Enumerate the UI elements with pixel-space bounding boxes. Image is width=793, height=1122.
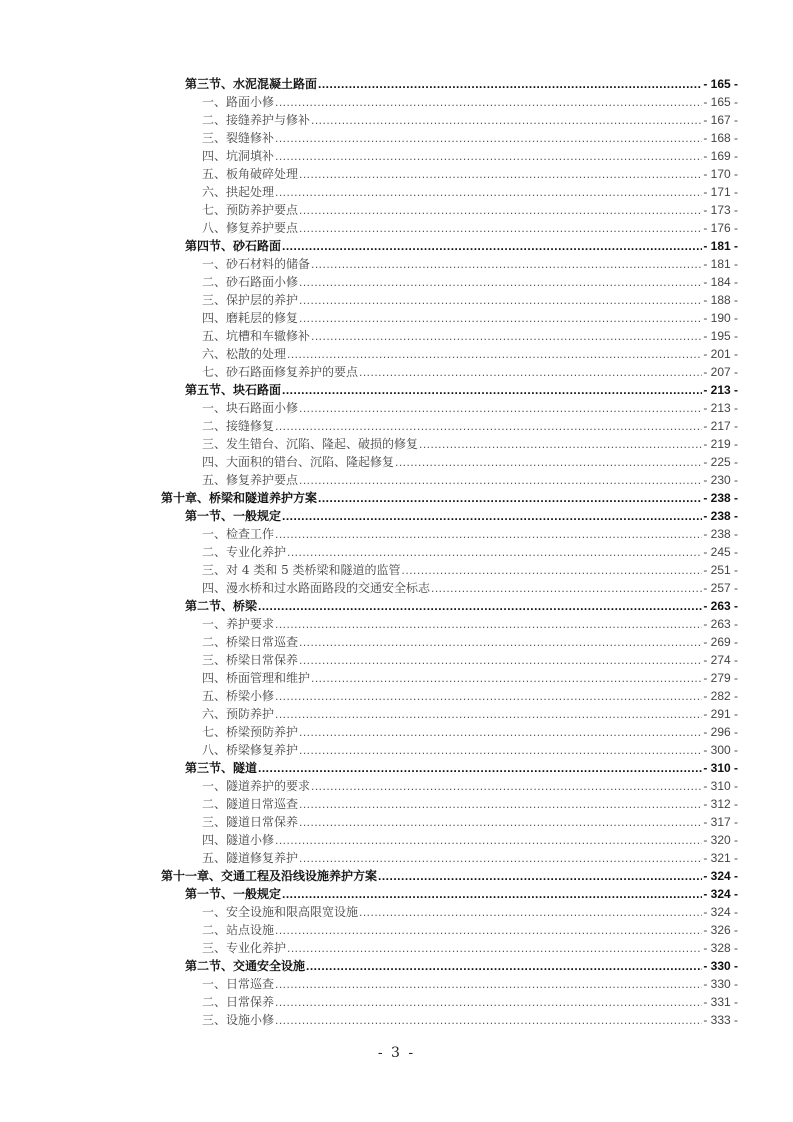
toc-leader-dots: [299, 813, 702, 831]
toc-entry-title: 五、隧道修复养护: [202, 851, 299, 865]
toc-entry-page: - 296 -: [703, 725, 738, 739]
page-number: - 3 -: [377, 1045, 416, 1061]
toc-entry-title: 第十一章、交通工程及沿线设施养护方案: [161, 869, 378, 883]
toc-leader-dots: [275, 831, 702, 849]
toc-leader-dots: [275, 183, 702, 201]
toc-entry-page: - 167 -: [703, 113, 738, 127]
toc-entry-page: - 230 -: [703, 473, 738, 487]
toc-entry-title: 三、专业化养护: [202, 941, 287, 955]
toc-entry-page: - 333 -: [703, 1013, 738, 1027]
toc-subsection-entry[interactable]: [202, 921, 738, 939]
toc-entry-page: - 263 -: [703, 599, 738, 613]
toc-subsection-entry[interactable]: [202, 525, 738, 543]
toc-subsection-entry[interactable]: [202, 219, 738, 237]
toc-leader-dots: [258, 759, 702, 777]
toc-leader-dots: [299, 165, 702, 183]
toc-subsection-entry[interactable]: [202, 291, 738, 309]
toc-entry-title: 一、块石路面小修: [202, 401, 299, 415]
toc-entry-page: - 245 -: [703, 545, 738, 559]
toc-entry-page: - 317 -: [703, 815, 738, 829]
toc-entry-title: 第五节、块石路面: [185, 383, 282, 397]
toc-entry-page: - 330 -: [703, 959, 738, 973]
toc-entry-title: 七、桥梁预防养护: [202, 725, 299, 739]
toc-entry-page: - 291 -: [703, 707, 738, 721]
toc-leader-dots: [299, 849, 702, 867]
toc-subsection-entry[interactable]: [202, 453, 738, 471]
toc-subsection-entry[interactable]: [202, 471, 738, 489]
toc-entry-page: - 274 -: [703, 653, 738, 667]
toc-entry-page: - 324 -: [703, 905, 738, 919]
toc-entry-title: 第一节、一般规定: [185, 887, 282, 901]
toc-entry-title: 六、预防养护: [202, 707, 275, 721]
toc-leader-dots: [402, 561, 703, 579]
toc-subsection-entry[interactable]: [202, 705, 738, 723]
toc-entry-page: - 201 -: [703, 347, 738, 361]
toc-leader-dots: [275, 921, 702, 939]
toc-entry-title: 三、发生错台、沉陷、隆起、破损的修复: [202, 437, 419, 451]
toc-entry-page: - 176 -: [703, 221, 738, 235]
toc-entry-title: 四、漫水桥和过水路面路段的交通安全标志: [202, 581, 431, 595]
toc-leader-dots: [282, 885, 702, 903]
toc-entry-page: - 238 -: [703, 527, 738, 541]
toc-leader-dots: [275, 129, 702, 147]
toc-entry-page: - 251 -: [703, 563, 738, 577]
toc-entry-page: - 330 -: [703, 977, 738, 991]
toc-entry-title: 七、砂石路面修复养护的要点: [202, 365, 359, 379]
toc-entry-title: 八、修复养护要点: [202, 221, 299, 235]
toc-leader-dots: [275, 705, 702, 723]
toc-entry-title: 二、隧道日常巡查: [202, 797, 299, 811]
toc-leader-dots: [275, 147, 702, 165]
toc-subsection-entry[interactable]: [202, 255, 738, 273]
toc-leader-dots: [311, 669, 702, 687]
toc-entry-title: 二、日常保养: [202, 995, 275, 1009]
toc-subsection-entry[interactable]: [202, 327, 738, 345]
toc-entry-title: 三、隧道日常保养: [202, 815, 299, 829]
toc-subsection-entry[interactable]: [202, 561, 738, 579]
toc-section-entry[interactable]: [185, 597, 738, 615]
toc-entry-title: 第三节、隧道: [185, 761, 258, 775]
toc-entry-title: 二、站点设施: [202, 923, 275, 937]
toc-entry-page: - 324 -: [703, 869, 738, 883]
toc-leader-dots: [318, 489, 702, 507]
toc-leader-dots: [275, 975, 702, 993]
toc-leader-dots: [275, 993, 702, 1011]
toc-entry-title: 四、隧道小修: [202, 833, 275, 847]
toc-entry-page: - 257 -: [703, 581, 738, 595]
toc-leader-dots: [299, 219, 702, 237]
toc-entry-title: 一、安全设施和限高限宽设施: [202, 905, 359, 919]
toc-leader-dots: [258, 597, 702, 615]
toc-leader-dots: [299, 201, 702, 219]
toc-subsection-entry[interactable]: [202, 273, 738, 291]
toc-leader-dots: [282, 381, 702, 399]
toc-leader-dots: [282, 237, 702, 255]
toc-entry-title: 第二节、桥梁: [185, 599, 258, 613]
toc-leader-dots: [299, 795, 702, 813]
toc-entry-title: 一、砂石材料的储备: [202, 257, 311, 271]
toc-entry-title: 三、保护层的养护: [202, 293, 299, 307]
toc-subsection-entry[interactable]: [202, 741, 738, 759]
toc-subsection-entry[interactable]: [202, 651, 738, 669]
toc-entry-title: 二、专业化养护: [202, 545, 287, 559]
toc-leader-dots: [311, 255, 702, 273]
toc-entry-title: 五、修复养护要点: [202, 473, 299, 487]
toc-entry-page: - 170 -: [703, 167, 738, 181]
toc-entry-title: 第二节、交通安全设施: [185, 959, 306, 973]
toc-entry-title: 第四节、砂石路面: [185, 239, 282, 253]
toc-leader-dots: [275, 93, 702, 111]
toc-leader-dots: [275, 615, 702, 633]
toc-entry-page: - 190 -: [703, 311, 738, 325]
toc-entry-page: - 324 -: [703, 887, 738, 901]
toc-entry-title: 第三节、水泥混凝土路面: [185, 77, 318, 91]
toc-leader-dots: [282, 507, 702, 525]
toc-subsection-entry[interactable]: [202, 579, 738, 597]
toc-entry-page: - 217 -: [703, 419, 738, 433]
toc-subsection-entry[interactable]: [202, 903, 738, 921]
toc-subsection-entry[interactable]: [202, 615, 738, 633]
toc-entry-page: - 331 -: [703, 995, 738, 1009]
toc-subsection-entry[interactable]: [202, 939, 738, 957]
toc-entry-title: 一、路面小修: [202, 95, 275, 109]
toc-subsection-entry[interactable]: [202, 183, 738, 201]
toc-entry-page: - 282 -: [703, 689, 738, 703]
toc-subsection-entry[interactable]: [202, 633, 738, 651]
toc-leader-dots: [275, 687, 702, 705]
toc-subsection-entry[interactable]: [202, 345, 738, 363]
toc-entry-page: - 263 -: [703, 617, 738, 631]
toc-entry-title: 第一节、一般规定: [185, 509, 282, 523]
toc-subsection-entry[interactable]: [202, 309, 738, 327]
toc-subsection-entry[interactable]: [202, 669, 738, 687]
toc-subsection-entry[interactable]: [202, 1011, 738, 1029]
toc-leader-dots: [311, 327, 702, 345]
toc-leader-dots: [395, 453, 702, 471]
toc-subsection-entry[interactable]: [202, 363, 738, 381]
toc-entry-page: - 165 -: [703, 77, 738, 91]
toc-entry-title: 六、松散的处理: [202, 347, 287, 361]
toc-entry-page: - 188 -: [703, 293, 738, 307]
toc-entry-title: 二、接缝养护与修补: [202, 113, 311, 127]
toc-entry-page: - 310 -: [703, 779, 738, 793]
toc-leader-dots: [311, 111, 702, 129]
toc-subsection-entry[interactable]: [202, 417, 738, 435]
toc-chapter-entry[interactable]: [161, 489, 738, 507]
toc-leader-dots: [275, 417, 702, 435]
toc-entry-page: - 213 -: [703, 401, 738, 415]
toc-entry-title: 四、桥面管理和维护: [202, 671, 311, 685]
toc-leader-dots: [378, 867, 702, 885]
toc-leader-dots: [299, 291, 702, 309]
toc-chapter-entry[interactable]: [161, 867, 738, 885]
toc-entry-page: - 195 -: [703, 329, 738, 343]
toc-leader-dots: [287, 939, 702, 957]
toc-leader-dots: [299, 651, 702, 669]
toc-leader-dots: [311, 777, 702, 795]
toc-entry-title: 三、裂缝修补: [202, 131, 275, 145]
toc-subsection-entry[interactable]: [202, 147, 738, 165]
toc-entry-page: - 165 -: [703, 95, 738, 109]
toc-entry-page: - 219 -: [703, 437, 738, 451]
toc-entry-page: - 328 -: [703, 941, 738, 955]
toc-leader-dots: [299, 399, 702, 417]
toc-section-entry[interactable]: [185, 885, 738, 903]
toc-subsection-entry[interactable]: [202, 165, 738, 183]
toc-subsection-entry[interactable]: [202, 543, 738, 561]
toc-entry-title: 一、隧道养护的要求: [202, 779, 311, 793]
toc-subsection-entry[interactable]: [202, 849, 738, 867]
toc-leader-dots: [359, 363, 702, 381]
toc-entry-page: - 225 -: [703, 455, 738, 469]
toc-section-entry[interactable]: [185, 507, 738, 525]
toc-subsection-entry[interactable]: [202, 129, 738, 147]
toc-entry-page: - 181 -: [703, 257, 738, 271]
toc-leader-dots: [419, 435, 702, 453]
toc-subsection-entry[interactable]: [202, 399, 738, 417]
toc-entry-page: - 269 -: [703, 635, 738, 649]
toc-entry-page: - 300 -: [703, 743, 738, 757]
toc-entry-title: 一、日常巡查: [202, 977, 275, 991]
toc-leader-dots: [299, 471, 702, 489]
toc-section-entry[interactable]: [185, 237, 738, 255]
toc-subsection-entry[interactable]: [202, 795, 738, 813]
toc-entry-title: 二、桥梁日常巡查: [202, 635, 299, 649]
toc-leader-dots: [359, 903, 702, 921]
toc-entry-title: 第十章、桥梁和隧道养护方案: [161, 491, 318, 505]
toc-entry-title: 八、桥梁修复养护: [202, 743, 299, 757]
toc-section-entry[interactable]: [185, 759, 738, 777]
toc-entry-page: - 169 -: [703, 149, 738, 163]
toc-entry-page: - 320 -: [703, 833, 738, 847]
toc-section-entry[interactable]: [185, 381, 738, 399]
toc-entry-title: 二、接缝修复: [202, 419, 275, 433]
toc-section-entry[interactable]: [185, 957, 738, 975]
toc-leader-dots: [287, 345, 702, 363]
toc-leader-dots: [299, 309, 702, 327]
toc-section-entry[interactable]: [185, 75, 738, 93]
toc-entry-page: - 168 -: [703, 131, 738, 145]
toc-leader-dots: [299, 273, 702, 291]
toc-entry-page: - 238 -: [703, 491, 738, 505]
toc-subsection-entry[interactable]: [202, 111, 738, 129]
toc-entry-page: - 321 -: [703, 851, 738, 865]
toc-entry-title: 四、大面积的错台、沉陷、隆起修复: [202, 455, 395, 469]
toc-entry-title: 三、设施小修: [202, 1013, 275, 1027]
toc-entry-title: 五、桥梁小修: [202, 689, 275, 703]
toc-entry-title: 五、坑槽和车辙修补: [202, 329, 311, 343]
toc-entry-title: 六、拱起处理: [202, 185, 275, 199]
toc-entry-page: - 213 -: [703, 383, 738, 397]
toc-subsection-entry[interactable]: [202, 813, 738, 831]
toc-subsection-entry[interactable]: [202, 687, 738, 705]
toc-leader-dots: [299, 633, 702, 651]
toc-entry-page: - 238 -: [703, 509, 738, 523]
toc-leader-dots: [318, 75, 702, 93]
toc-subsection-entry[interactable]: [202, 93, 738, 111]
toc-entry-title: 四、坑洞填补: [202, 149, 275, 163]
toc-entry-page: - 171 -: [703, 185, 738, 199]
toc-entry-title: 五、板角破碎处理: [202, 167, 299, 181]
toc-entry-page: - 207 -: [703, 365, 738, 379]
toc-entry-title: 一、养护要求: [202, 617, 275, 631]
toc-entry-page: - 181 -: [703, 239, 738, 253]
toc-subsection-entry[interactable]: [202, 723, 738, 741]
toc-leader-dots: [299, 741, 702, 759]
toc-leader-dots: [275, 1011, 702, 1029]
toc-entry-page: - 279 -: [703, 671, 738, 685]
toc-entry-page: - 184 -: [703, 275, 738, 289]
toc-entry-title: 一、检查工作: [202, 527, 275, 541]
toc-entry-page: - 310 -: [703, 761, 738, 775]
toc-entry-page: - 173 -: [703, 203, 738, 217]
toc-subsection-entry[interactable]: [202, 993, 738, 1011]
toc-subsection-entry[interactable]: [202, 831, 738, 849]
toc-leader-dots: [299, 723, 702, 741]
toc-leader-dots: [287, 543, 702, 561]
toc-subsection-entry[interactable]: [202, 777, 738, 795]
toc-entry-title: 四、磨耗层的修复: [202, 311, 299, 325]
toc-leader-dots: [431, 579, 702, 597]
toc-entry-page: - 326 -: [703, 923, 738, 937]
toc-entry-title: 三、桥梁日常保养: [202, 653, 299, 667]
toc-entry-title: 二、砂石路面小修: [202, 275, 299, 289]
toc-subsection-entry[interactable]: [202, 435, 738, 453]
toc-entry-title: 七、预防养护要点: [202, 203, 299, 217]
toc-subsection-entry[interactable]: [202, 201, 738, 219]
toc-entry-title: 三、对 4 类和 5 类桥梁和隧道的监管: [202, 563, 401, 577]
toc-leader-dots: [306, 957, 702, 975]
toc-entry-page: - 312 -: [703, 797, 738, 811]
toc-leader-dots: [275, 525, 702, 543]
toc-subsection-entry[interactable]: [202, 975, 738, 993]
